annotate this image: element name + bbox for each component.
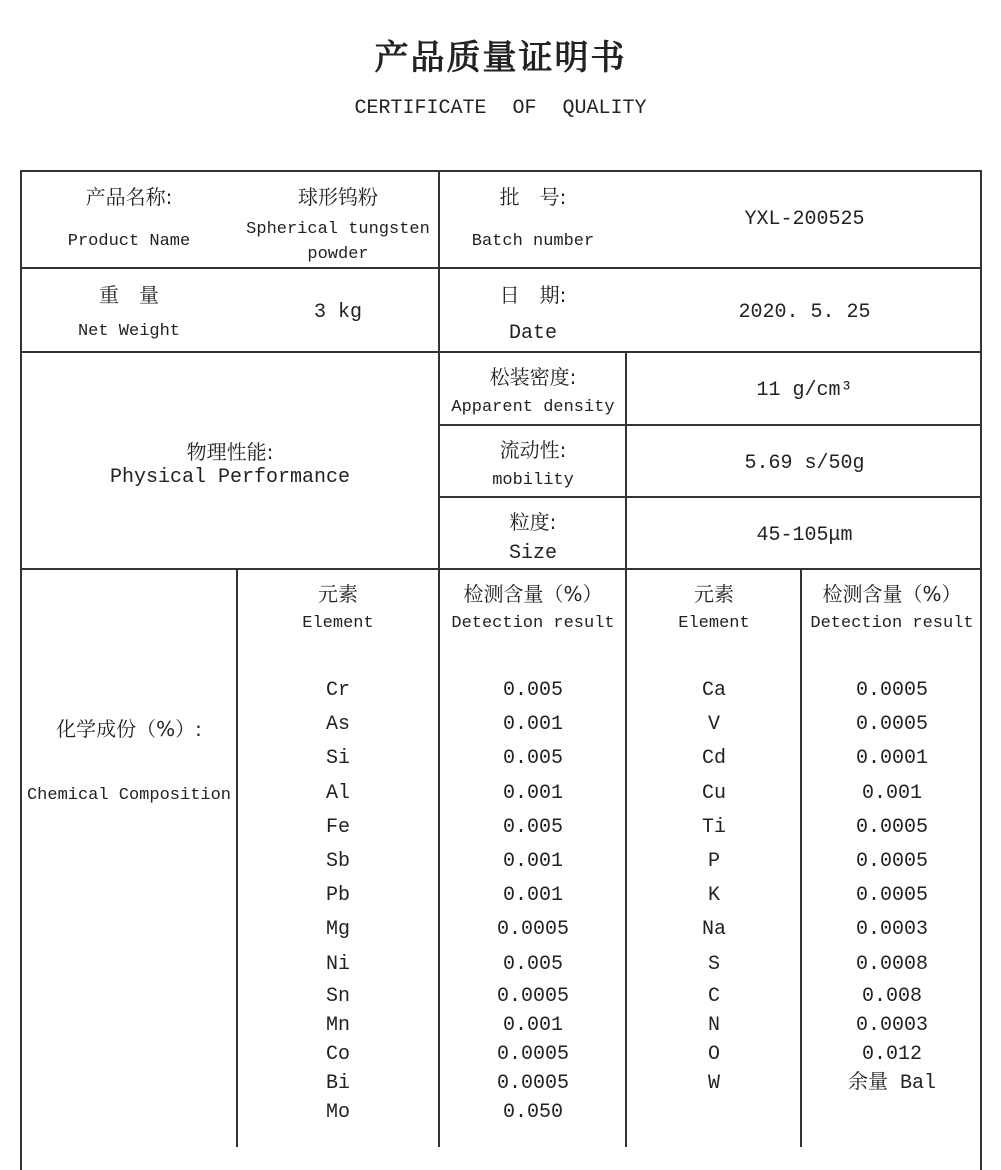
element-header-cn-right: 元素 bbox=[694, 582, 734, 606]
left-element-row: Mg bbox=[325, 918, 350, 942]
right-result-row: 余量 Bal bbox=[847, 1071, 936, 1095]
row-divider bbox=[20, 568, 982, 570]
right-element-row: P bbox=[707, 849, 720, 873]
right-element-row: S bbox=[707, 952, 720, 976]
left-result-row: 0.005 bbox=[502, 952, 563, 976]
result-header-en: Detection result bbox=[451, 614, 615, 633]
left-element-row: As bbox=[325, 713, 350, 737]
right-result-row: 0.0005 bbox=[855, 713, 928, 737]
right-element-row: Ti bbox=[701, 815, 726, 839]
result-header-cn-right: 检测含量（%） bbox=[822, 582, 962, 606]
right-element-row: V bbox=[707, 713, 720, 737]
left-result-column bbox=[440, 674, 626, 1127]
right-result-row: 0.0003 bbox=[855, 918, 928, 942]
size-label-en: Size bbox=[508, 542, 557, 565]
apparent-density-value: 11 g/cm³ bbox=[756, 379, 853, 402]
batch-label-en: Batch number bbox=[471, 232, 595, 251]
right-result-row: 0.008 bbox=[861, 984, 922, 1008]
left-element-row: Cr bbox=[325, 679, 350, 702]
left-result-row: 0.0005 bbox=[496, 984, 569, 1008]
batch-label-cn: 批 号: bbox=[499, 185, 567, 209]
right-result-row: 0.0005 bbox=[855, 679, 928, 702]
left-element-row: Bi bbox=[325, 1071, 350, 1095]
size-value: 45-105μm bbox=[756, 524, 853, 547]
apparent-density-label-cn: 松装密度: bbox=[489, 365, 577, 389]
left-result-row: 0.005 bbox=[502, 815, 563, 839]
net-weight-label-en: Net Weight bbox=[77, 322, 181, 341]
left-element-row: Al bbox=[325, 781, 350, 805]
right-element-row: K bbox=[707, 884, 720, 908]
right-result-column bbox=[802, 674, 982, 1098]
result-header-cn: 检测含量（%） bbox=[463, 582, 603, 606]
right-element-row: N bbox=[707, 1013, 720, 1037]
right-result-row: 0.0003 bbox=[855, 1013, 928, 1037]
product-name-value-en-line1: Spherical tungsten bbox=[246, 220, 430, 239]
right-result-row: 0.0008 bbox=[855, 952, 928, 976]
left-result-row: 0.001 bbox=[502, 1013, 563, 1037]
row-divider bbox=[20, 351, 982, 353]
left-element-row: Co bbox=[325, 1042, 350, 1066]
element-header-cn: 元素 bbox=[318, 582, 358, 606]
date-label-cn: 日 期: bbox=[499, 283, 567, 307]
right-result-row: 0.012 bbox=[861, 1042, 922, 1066]
product-name-label-cn: 产品名称: bbox=[85, 185, 173, 209]
row-divider bbox=[438, 424, 982, 426]
right-result-row: 0.0001 bbox=[855, 747, 928, 771]
net-weight-label-cn: 重 量 bbox=[99, 283, 159, 307]
left-element-row: Fe bbox=[325, 815, 350, 839]
right-element-row: Cd bbox=[701, 747, 726, 771]
right-result-row: 0.001 bbox=[861, 781, 922, 805]
left-element-row: Ni bbox=[325, 952, 350, 976]
mobility-label-cn: 流动性: bbox=[499, 438, 567, 462]
left-element-row: Sn bbox=[325, 984, 350, 1008]
chemical-composition-label-cn: 化学成份（%）: bbox=[56, 717, 202, 741]
right-element-row: W bbox=[707, 1071, 720, 1095]
left-element-row: Si bbox=[325, 747, 350, 771]
product-name-value-cn: 球形钨粉 bbox=[298, 185, 378, 209]
left-result-row: 0.0005 bbox=[496, 1071, 569, 1095]
document-subtitle: CERTIFICATE OF QUALITY bbox=[354, 97, 647, 120]
left-result-row: 0.050 bbox=[502, 1100, 563, 1124]
right-result-row: 0.0005 bbox=[855, 849, 928, 873]
left-element-row: Sb bbox=[325, 849, 350, 873]
row-divider bbox=[20, 267, 982, 269]
row-divider bbox=[438, 496, 982, 498]
document-title: 产品质量证明书 bbox=[374, 38, 627, 78]
mobility-value: 5.69 s/50g bbox=[744, 452, 865, 475]
left-result-row: 0.005 bbox=[502, 679, 563, 702]
left-result-row: 0.001 bbox=[502, 781, 563, 805]
right-element-column bbox=[627, 674, 801, 1098]
left-element-row: Mn bbox=[325, 1013, 350, 1037]
date-label-en: Date bbox=[508, 322, 557, 345]
left-result-row: 0.0005 bbox=[496, 918, 569, 942]
right-element-row: Cu bbox=[701, 781, 726, 805]
batch-number-value: YXL-200525 bbox=[744, 208, 865, 231]
element-header-en: Element bbox=[302, 614, 374, 633]
left-element-row: Mo bbox=[325, 1100, 350, 1124]
physical-performance-label-cn: 物理性能: bbox=[186, 440, 274, 464]
left-element-column bbox=[238, 674, 438, 1127]
left-result-row: 0.0005 bbox=[496, 1042, 569, 1066]
right-element-row: Ca bbox=[701, 679, 726, 702]
product-name-value-en-line2: powder bbox=[307, 245, 369, 264]
product-name-label-en: Product Name bbox=[67, 232, 191, 251]
right-element-row: O bbox=[707, 1042, 720, 1066]
size-label-cn: 粒度: bbox=[509, 510, 557, 534]
left-result-row: 0.001 bbox=[502, 849, 563, 873]
right-result-row: 0.0005 bbox=[855, 815, 928, 839]
chemical-composition-label-en: Chemical Composition bbox=[26, 786, 232, 805]
right-element-row: C bbox=[707, 984, 720, 1008]
physical-performance-label-en: Physical Performance bbox=[109, 466, 351, 489]
left-result-row: 0.005 bbox=[502, 747, 563, 771]
left-result-row: 0.001 bbox=[502, 713, 563, 737]
net-weight-value: 3 kg bbox=[313, 301, 362, 324]
result-header-en-right: Detection result bbox=[810, 614, 974, 633]
element-header-en-right: Element bbox=[678, 614, 750, 633]
left-element-row: Pb bbox=[325, 884, 350, 908]
mobility-label-en: mobility bbox=[492, 471, 574, 490]
date-value: 2020. 5. 25 bbox=[738, 301, 871, 324]
right-result-row: 0.0005 bbox=[855, 884, 928, 908]
apparent-density-label-en: Apparent density bbox=[451, 398, 615, 417]
left-result-row: 0.001 bbox=[502, 884, 563, 908]
right-element-row: Na bbox=[701, 918, 726, 942]
